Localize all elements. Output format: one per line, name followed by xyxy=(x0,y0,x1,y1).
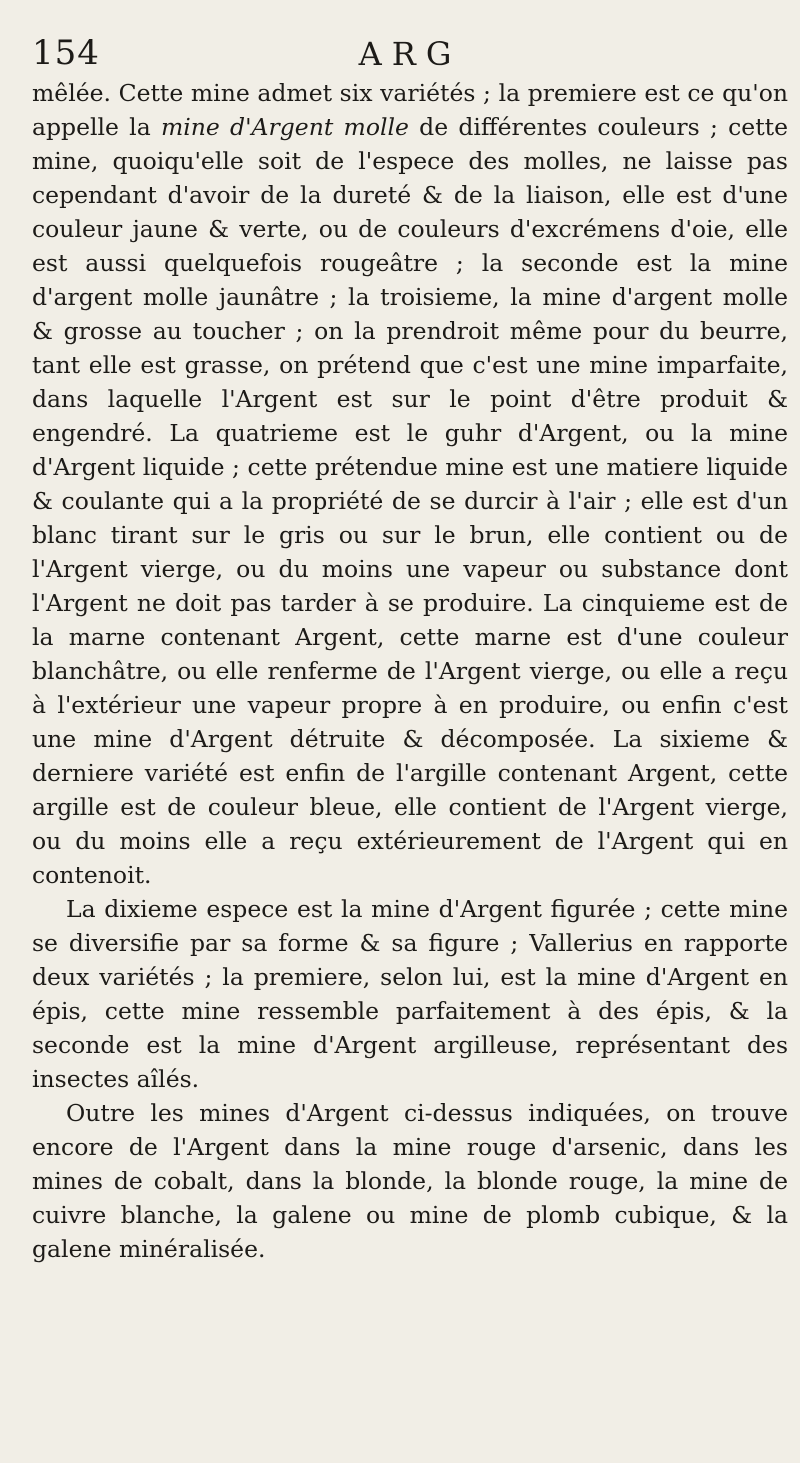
body-text xyxy=(32,76,788,1266)
running-head xyxy=(32,0,788,74)
paragraph-3: Outre les mines d'Argent ci-dessus indiquées, on trouve encore de l'Argent dans la mine rouge d'arsenic, dans les mines de cobalt, dans la blonde, la blonde rouge, la mine de cuivre blanche, la galene ou mine de plomb cubique, & la galene minéralisée. xyxy=(32,1099,788,1263)
paragraph-2: La dixieme espece est la mine d'Argent figurée ; cette mine se diversifie par sa forme & sa figure ; Vallerius en rapporte deux variétés ; la premiere, selon lui, est la mine d'Argent en épis, cette mine ressemble parfaitement à des épis, & la seconde est la mine d'Argent argilleuse, représentant des insectes aîlés. xyxy=(32,895,788,1093)
paragraph-1-italic-term: mine d'Argent molle xyxy=(160,113,409,141)
paragraph-1-after: de différentes couleurs ; cette mine, quoiqu'elle soit de l'espece des molles, ne laisse pas cependant d'avoir de la dureté & de la liaison, elle est d'une couleur jaune & verte, ou de couleurs d'excrémens d'oie, elle est aussi quelquefois rougeâtre ; la seconde est la mine d'argent molle jaunâtre ; la troisieme, la mine d'argent molle & grosse au toucher ; on la prendroit même pour du beurre, tant elle est grasse, on prétend que c'est une mine imparfaite, dans laquelle l'Argent est sur le point d'être produit & engendré. La quatrieme est le guhr d'Argent, ou la mine d'Argent liquide ; cette prétendue mine est une matiere liquide & coulante qui a la propriété de se durcir à l'air ; elle est d'un blanc tirant sur le gris ou sur le brun, elle contient ou de l'Argent vierge, ou du moins une vapeur ou substance dont l'Argent ne doit pas tarder à se produire. La cinquieme est de la marne contenant Argent, cette marne est d'une couleur blanchâtre, ou elle renferme de l'Argent vierge, ou elle a reçu à l'extérieur une vapeur propre à en produire, ou enfin c'est une mine d'Argent détruite & décomposée. La sixieme & derniere variété est enfin de l'argille contenant Argent, cette argille est de couleur bleue, elle contient de l'Argent vierge, ou du moins elle a reçu extérieurement de l'Argent qui en contenoit. xyxy=(32,113,788,889)
running-head-title: ARG xyxy=(358,35,462,73)
paragraph-1-before: mêlée. Cette mine admet six variétés ; la premiere est ce qu'on appelle la xyxy=(32,79,788,141)
paragraph-1 xyxy=(32,76,788,892)
page-number: 154 xyxy=(32,33,100,73)
